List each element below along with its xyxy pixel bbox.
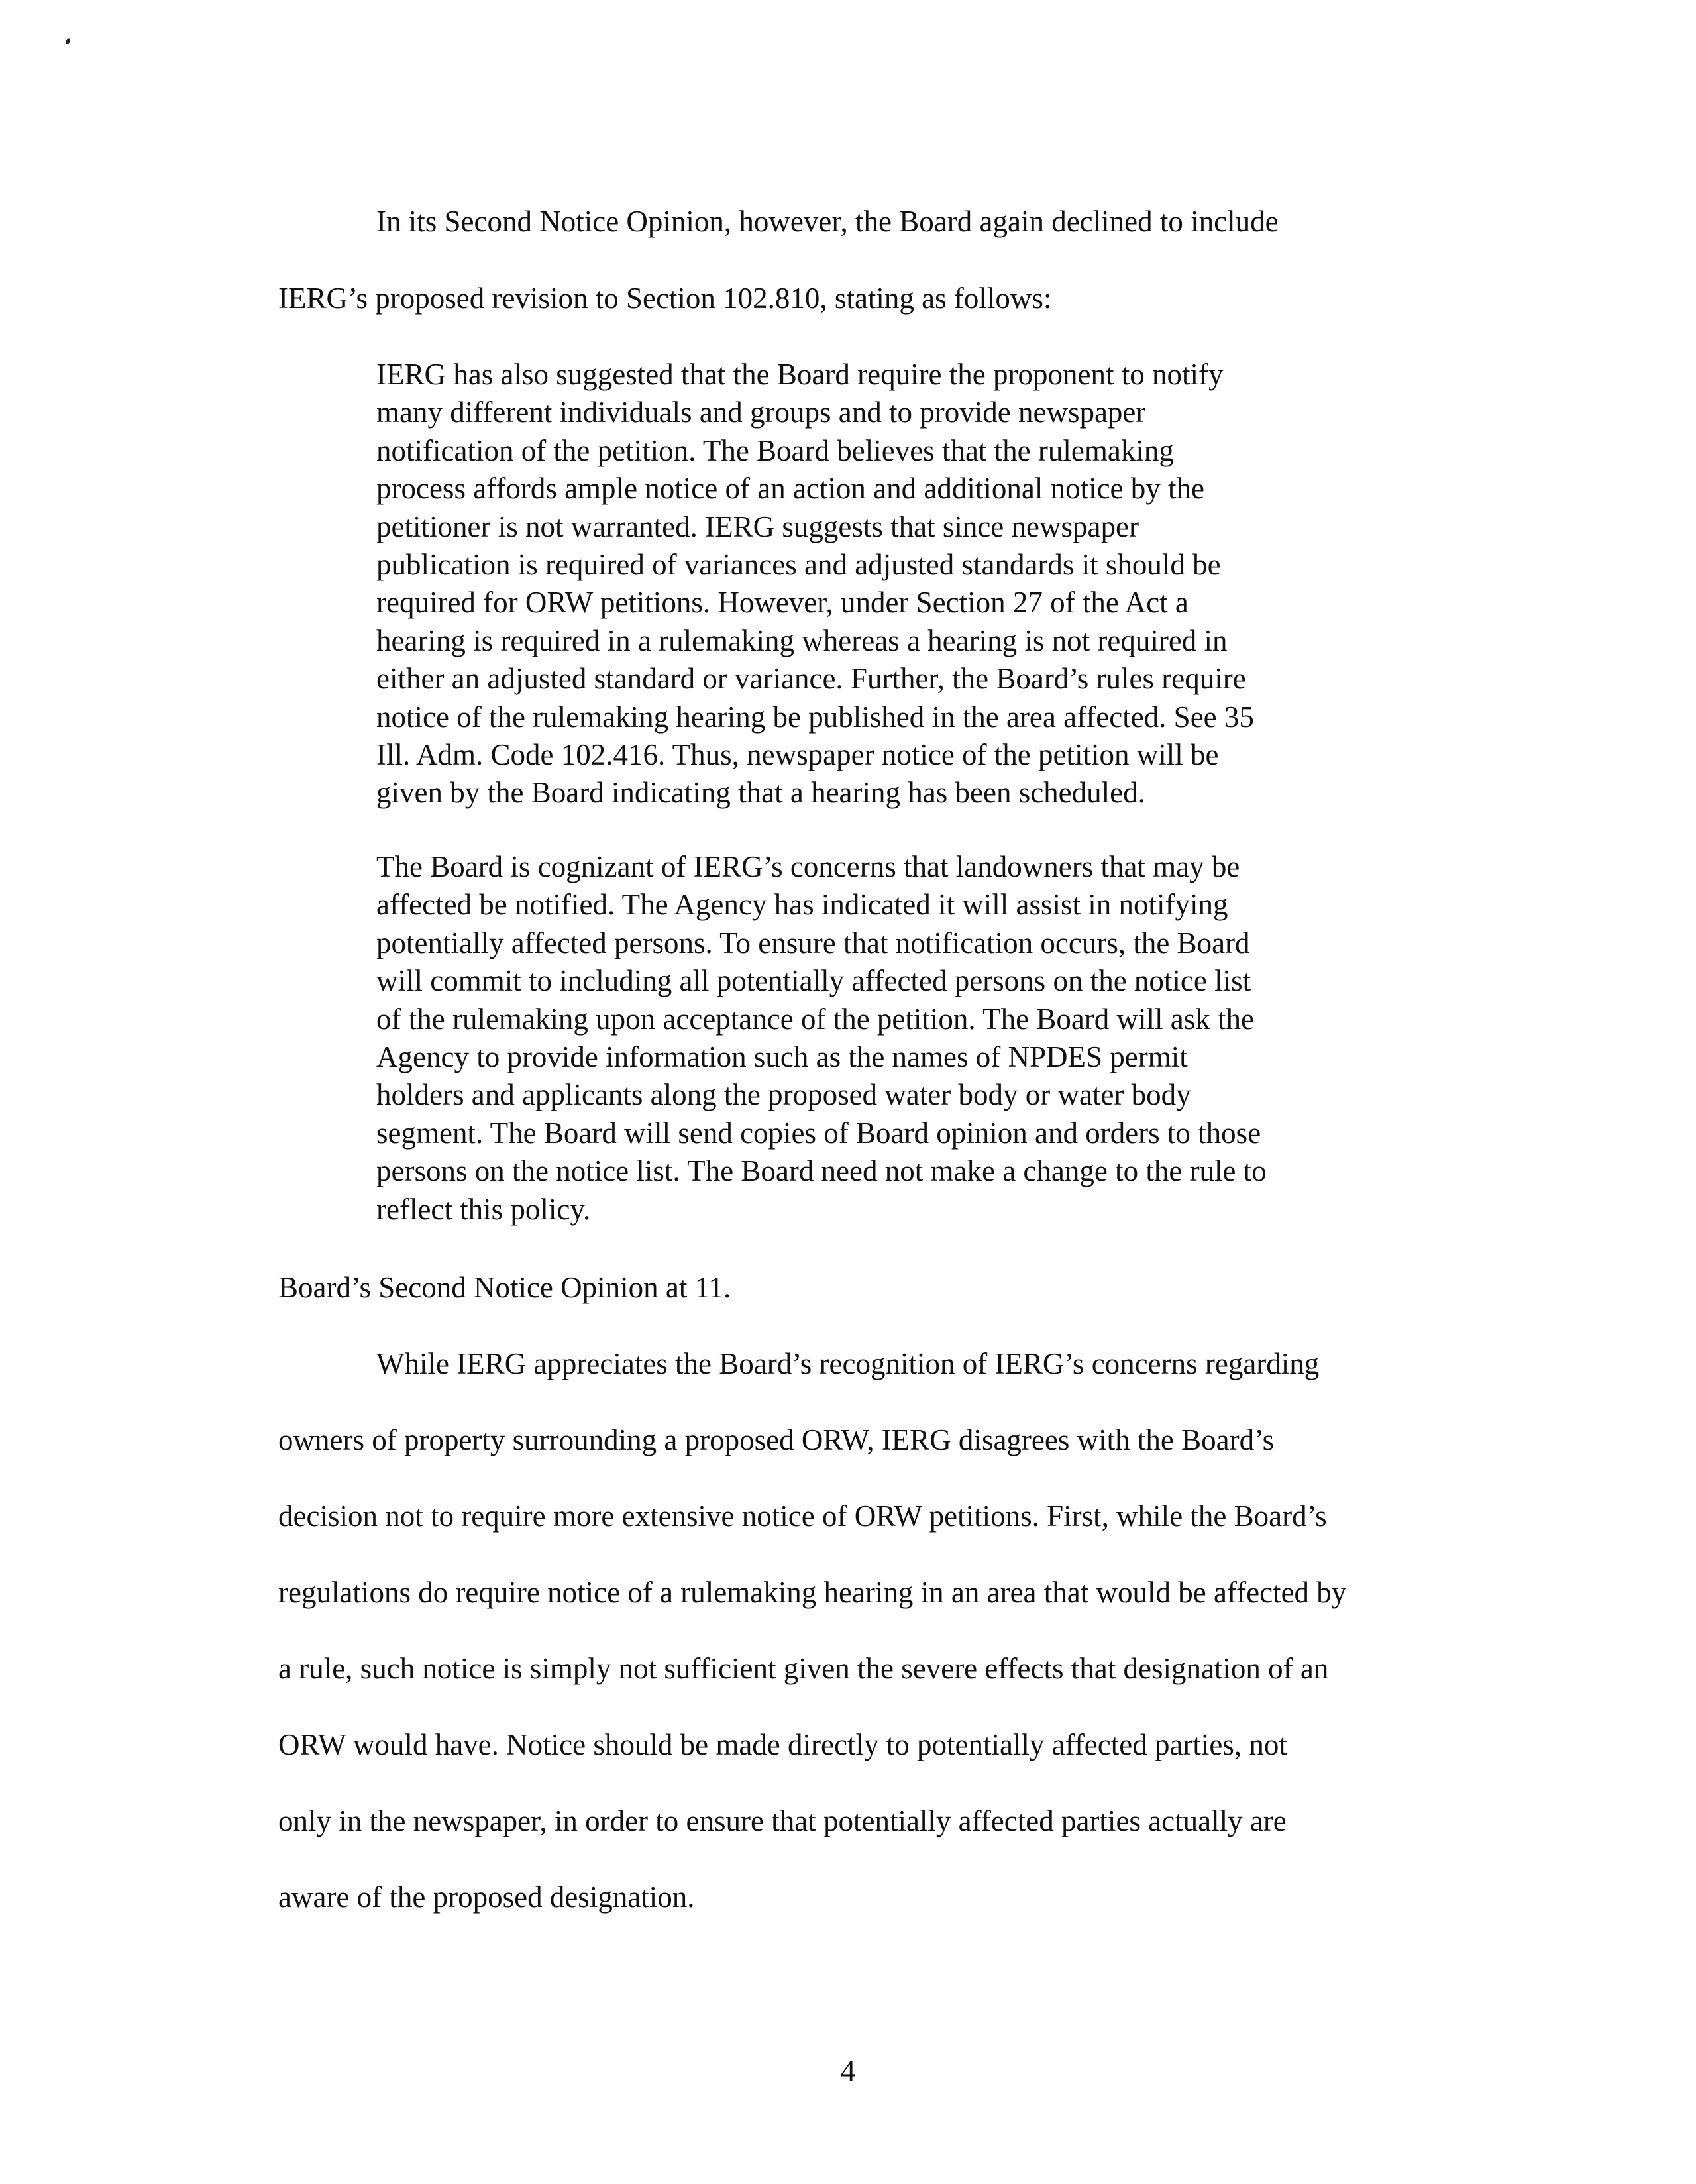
- quote-line: many different individuals and groups and to provide newspaper: [376, 396, 1146, 429]
- closing-line: a rule, such notice is simply not sufficient given the severe effects that designation of an: [278, 1652, 1329, 1685]
- quote-line: notice of the rulemaking hearing be published in the area affected. See 35: [376, 700, 1254, 734]
- intro-line-1: In its Second Notice Opinion, however, the Board again declined to include: [376, 205, 1279, 238]
- quote-line: The Board is cognizant of IERG’s concerns that landowners that may be: [376, 850, 1240, 883]
- quote-line: petitioner is not warranted. IERG suggests that since newspaper: [376, 510, 1139, 543]
- scan-speck: [64, 38, 71, 45]
- quote-line: hearing is required in a rulemaking whereas a hearing is not required in: [376, 624, 1228, 657]
- quote-line: publication is required of variances and adjusted standards it should be: [376, 548, 1221, 582]
- quote-line: affected be notified. The Agency has indicated it will assist in notifying: [376, 888, 1228, 922]
- quote-line: segment. The Board will send copies of Board opinion and orders to those: [376, 1116, 1261, 1150]
- quote-line: holders and applicants along the proposed water body or water body: [376, 1078, 1191, 1112]
- quote-line: IERG has also suggested that the Board require the proponent to notify: [376, 358, 1224, 391]
- quote-line: required for ORW petitions. However, under Section 27 of the Act a: [376, 586, 1189, 620]
- quote-line: either an adjusted standard or variance. Further, the Board’s rules require: [376, 662, 1246, 696]
- closing-line: owners of property surrounding a proposed ORW, IERG disagrees with the Board’s: [278, 1423, 1275, 1456]
- quote-line: given by the Board indicating that a hearing has been scheduled.: [376, 776, 1145, 810]
- closing-line: only in the newspaper, in order to ensure that potentially affected parties actually are: [278, 1804, 1287, 1837]
- citation: Board’s Second Notice Opinion at 11.: [278, 1271, 731, 1304]
- intro-line-2: IERG’s proposed revision to Section 102.810, stating as follows:: [278, 282, 1052, 315]
- quote-line: potentially affected persons. To ensure that notification occurs, the Board: [376, 926, 1250, 959]
- closing-line: While IERG appreciates the Board’s recognition of IERG’s concerns regarding: [376, 1347, 1320, 1380]
- block-quote-paragraph-1: [376, 356, 1410, 812]
- quote-line: of the rulemaking upon acceptance of the petition. The Board will ask the: [376, 1002, 1254, 1036]
- closing-line: aware of the proposed designation.: [278, 1881, 695, 1914]
- closing-line: regulations do require notice of a rulemaking hearing in an area that would be affected by: [278, 1576, 1347, 1609]
- page-number: 4: [840, 2054, 856, 2087]
- quote-line: will commit to including all potentially affected persons on the notice list: [376, 964, 1251, 998]
- block-quote-paragraph-2: [376, 848, 1410, 1228]
- quote-line: Ill. Adm. Code 102.416. Thus, newspaper notice of the petition will be: [376, 738, 1219, 772]
- quote-line: reflect this policy.: [376, 1192, 591, 1226]
- quote-line: Agency to provide information such as the names of NPDES permit: [376, 1040, 1188, 1074]
- quote-line: process affords ample notice of an action and additional notice by the: [376, 472, 1205, 506]
- quote-line: persons on the notice list. The Board need not make a change to the rule to: [376, 1154, 1267, 1188]
- quote-line: notification of the petition. The Board believes that the rulemaking: [376, 433, 1174, 467]
- closing-line: ORW would have. Notice should be made directly to potentially affected parties, not: [278, 1728, 1287, 1761]
- closing-line: decision not to require more extensive notice of ORW petitions. First, while the Board’s: [278, 1500, 1327, 1533]
